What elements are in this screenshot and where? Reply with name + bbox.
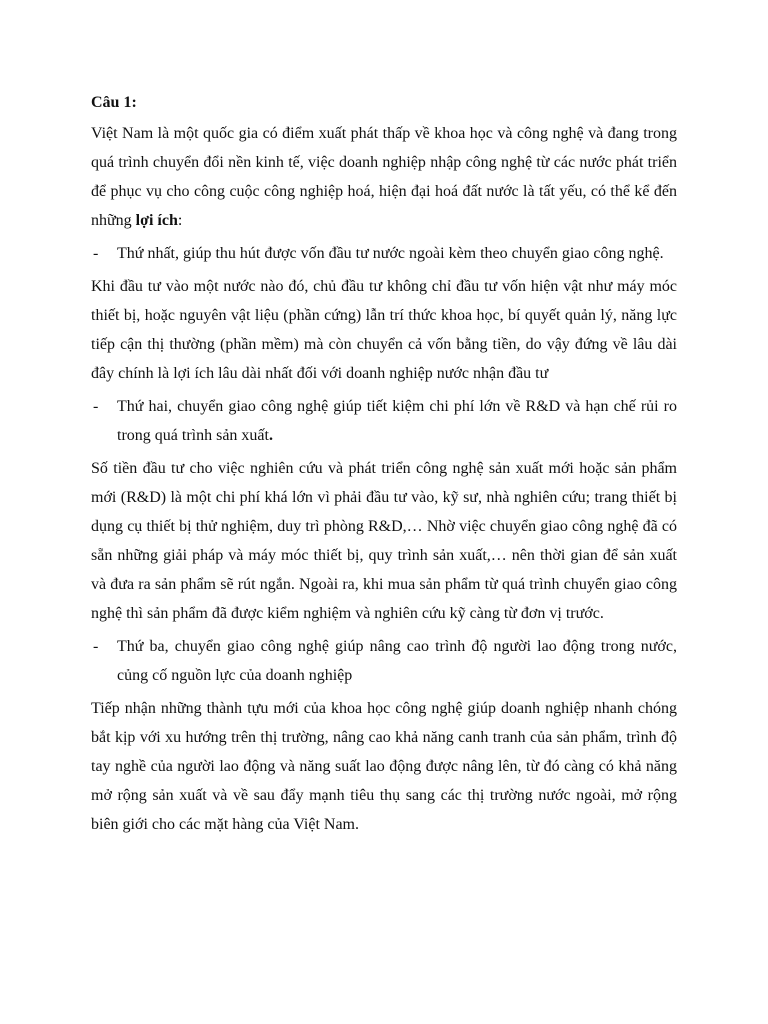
intro-paragraph [91, 119, 677, 235]
bullet-dash: - [93, 398, 99, 415]
intro-bold-text: lợi ích [135, 212, 178, 229]
intro-text: Việt Nam là một quốc gia có điểm xuất phát thấp về khoa học và công nghệ và đang trong quá trình chuyển đổi nền kinh tế, việc doanh nghiệp nhập công nghệ từ các nước phát triển để phục vụ cho công cuộc công nghiệp hoá, hiện đại hoá đất nước là tất yếu, có thể kể đến những [91, 125, 677, 229]
bullet-point-3 [91, 632, 677, 690]
point-1-body: Khi đầu tư vào một nước nào đó, chủ đầu tư không chỉ đầu tư vốn hiện vật như máy móc thiết bị, hoặc nguyên vật liệu (phần cứng) lẫn trí thức khoa học, bí quyết quản lý, năng lực tiếp cận thị thường (phần mềm) mà còn chuyển cả vốn bằng tiền, do vậy đứng về lâu dài đây chính là lợi ích lâu dài nhất đối với doanh nghiệp nước nhận đầu tư [91, 278, 677, 382]
point-2-body: Số tiền đầu tư cho việc nghiên cứu và phát triển công nghệ sản xuất mới hoặc sản phẩm mới (R&D) là một chi phí khá lớn vì phải đầu tư vào, kỹ sư, nhà nghiên cứu; trang thiết bị dụng cụ thiết bị thử nghiệm, duy trì phòng R&D,… Nhờ việc chuyển giao công nghệ đã có sẵn những giải pháp và máy móc thiết bị, quy trình sản xuất,… nên thời gian để sản xuất và đưa ra sản phẩm sẽ rút ngắn. Ngoài ra, khi mua sản phẩm từ quá trình chuyển giao công nghệ thì sản phẩm đã được kiểm nghiệm và nghiên cứu kỹ càng từ đơn vị trước. [91, 460, 677, 622]
bullet-dash: - [93, 245, 99, 262]
bullet-point-2-bold-tail: . [268, 427, 273, 444]
question-heading: Câu 1: [91, 94, 137, 111]
intro-tail: : [177, 212, 183, 229]
bullet-point-1 [91, 239, 677, 268]
document-page [91, 88, 677, 843]
point-3-body: Tiếp nhận những thành tựu mới của khoa học công nghệ giúp doanh nghiệp nhanh chóng bắt kịp với xu hướng trên thị trường, nâng cao khả năng canh tranh của sản phẩm, trình độ tay nghề của người lao động và năng suất lao động được nâng lên, từ đó càng có khả năng mở rộng sản xuất và về sau đẩy mạnh tiêu thụ sang các thị trường nước ngoài, mở rộng biên giới cho các mặt hàng của Việt Nam. [91, 700, 677, 833]
bullet-point-2 [91, 392, 677, 450]
bullet-point-3-text: Thứ ba, chuyển giao công nghệ giúp nâng cao trình độ người lao động trong nước, củng cố nguồn lực của doanh nghiệp [117, 638, 677, 684]
bullet-point-1-text: Thứ nhất, giúp thu hút được vốn đầu tư nước ngoài kèm theo chuyển giao công nghệ. [117, 245, 664, 262]
bullet-dash: - [93, 638, 99, 655]
bullet-point-2-text: Thứ hai, chuyển giao công nghệ giúp tiết kiệm chi phí lớn về R&D và hạn chế rủi ro trong quá trình sản xuất [117, 398, 677, 444]
